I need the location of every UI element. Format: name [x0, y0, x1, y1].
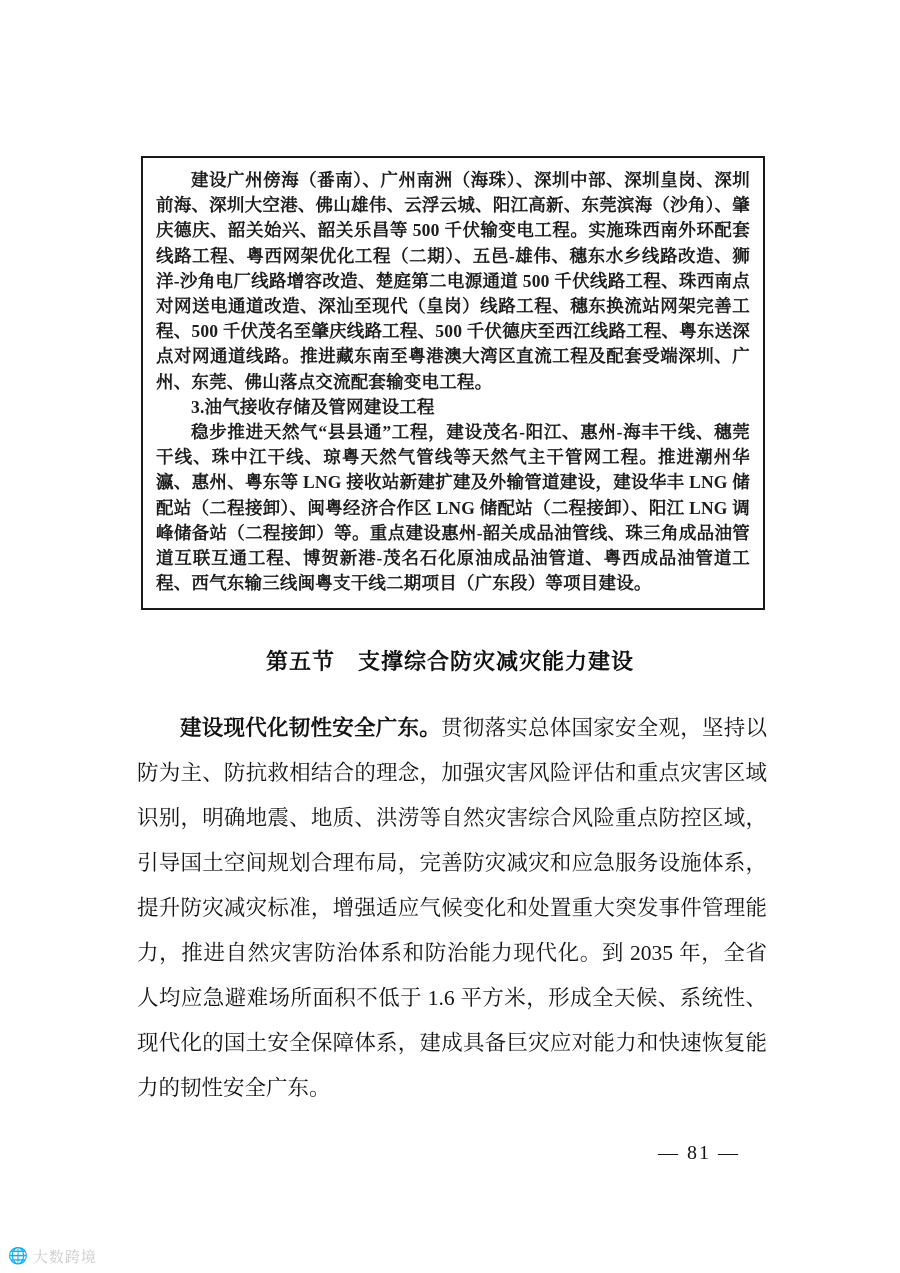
box-subheading-oil-gas: 3.油气接收存储及管网建设工程 [191, 396, 435, 417]
watermark [8, 1246, 97, 1267]
body-paragraph [137, 706, 767, 1111]
box-paragraph-power-grid: 建设广州傍海（番南）、广州南洲（海珠）、深圳中部、深圳皇岗、深圳前海、深圳大空港、佛山雄伟、云浮云城、阳江高新、东莞滨海（沙角）、肇庆德庆、韶关始兴、韶关乐昌等 500 千伏输变电工程。实施珠西南外环配套线路工程、粤西网架优化工程（二期）、五邑-雄伟、穗东水乡线路改造、狮洋-沙角电厂线路增容改造、楚庭第二电源通道 500 千伏线路工程、珠西南点对网送电通道改造、深汕至现代（皇岗）线路工程、穗东换流站网架完善工程、500 千伏茂名至肇庆线路工程、500 千伏德庆至西江线路工程、粤东送深点对网通道线路。推进藏东南至粤港澳大湾区直流工程及配套受端深圳、广州、东莞、佛山落点交流配套输变电工程。 [156, 170, 750, 392]
box-paragraph-oil-gas-network: 稳步推进天然气“县县通”工程，建设茂名-阳江、惠州-海丰干线、穗莞干线、珠中江干线、琼粤天然气管线等天然气主干管网工程。推进潮州华瀛、惠州、粤东等 LNG 接收站新建扩建及外输管道建设，建设华丰 LNG 储配站（二程接卸）、闽粤经济合作区 LNG 储配站（二程接卸）、阳江 LNG 调峰储备站（二程接卸）等。重点建设惠州-韶关成品油管线、珠三角成品油管道互联互通工程、博贺新港-茂名石化原油成品油管道、粤西成品油管道工程、西气东输三线闽粤支干线二期项目（广东段）等项目建设。 [156, 422, 750, 594]
section-heading: 第五节 支撑综合防灾减灾能力建设 [265, 649, 634, 674]
body-lead-bold: 建设现代化韧性安全广东。 [180, 716, 441, 740]
project-list-box [141, 156, 765, 610]
page-number: — 81 — [658, 1142, 740, 1164]
body-text: 贯彻落实总体国家安全观，坚持以防为主、防抗救相结合的理念，加强灾害风险评估和重点灾害区域识别，明确地震、地质、洪涝等自然灾害综合风险重点防控区域，引导国土空间规划合理布局，完善防灾减灾和应急服务设施体系，提升防灾减灾标准，增强适应气候变化和处置重大突发事件管理能力，推进自然灾害防治体系和防治能力现代化。到 2035 年，全省人均应急避难场所面积不低于 1.6 平方米，形成全天候、系统性、现代化的国土安全保障体系，建成具备巨灾应对能力和快速恢复能力的韧性安全广东。 [137, 716, 767, 1100]
watermark-text: 大数跨境 [32, 1249, 97, 1266]
watermark-logo-icon: 🌐 [8, 1247, 29, 1265]
